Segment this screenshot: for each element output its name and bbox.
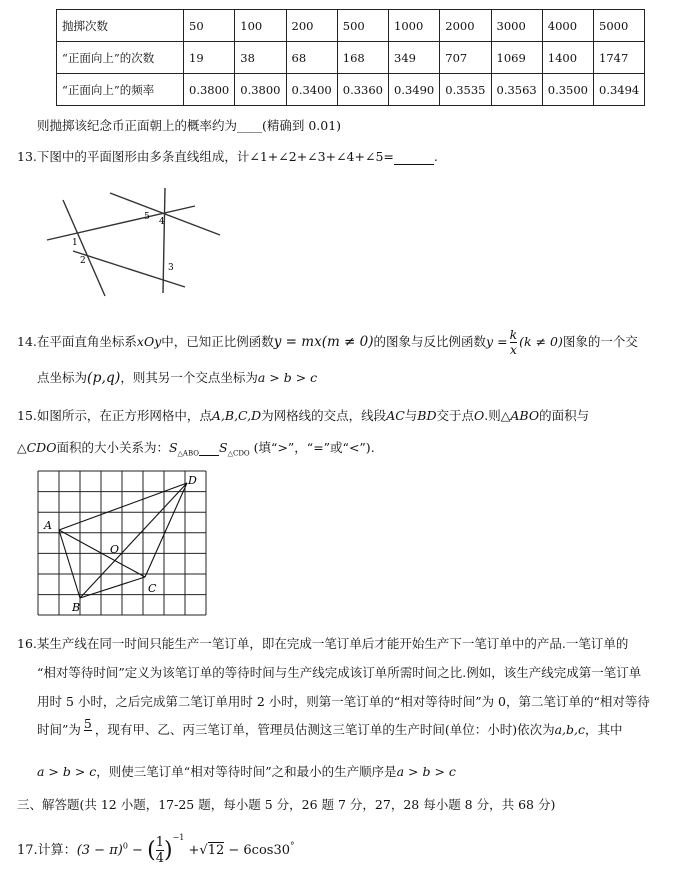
- table-row: [57, 42, 645, 74]
- point-label-B: B: [72, 601, 81, 614]
- value-cell: 200: [286, 10, 337, 42]
- point-label-C: C: [148, 582, 157, 595]
- answer-blank: [394, 149, 434, 165]
- value-cell: 0.3535: [440, 74, 491, 106]
- q16-line-3: 用时 5 小时，之后完成第二笔订单用时 2 小时，则第一笔订单的“相对等待时间”为 0，第二笔订单的“相对等待: [37, 694, 650, 709]
- value-cell: 0.3500: [542, 74, 593, 106]
- value-cell: 2000: [440, 10, 491, 42]
- table-row: [57, 74, 645, 106]
- angle-label-2: 2: [80, 256, 86, 266]
- q16-line-5: a > b > c，则使三笔订单“相对等待时间”之和最小的生产顺序是a > b > c: [37, 764, 456, 779]
- value-cell: 1747: [594, 42, 645, 74]
- frequency-table: [56, 9, 645, 106]
- q14-line-1: 14.在平面直角坐标系xOy中，已知正比例函数y = mx(m ≠ 0)的图象与反比例函数y = $\frac{k}{x}$ (k ≠ 0)图象的一个交: [17, 327, 638, 357]
- row-header-cell: “正面向上”的次数: [57, 42, 184, 74]
- point-label-D: D: [188, 474, 197, 487]
- value-cell: 4000: [542, 10, 593, 42]
- angle-label-1: 1: [72, 238, 78, 248]
- angle-label-3: 3: [168, 263, 174, 273]
- angle-label-5: 5: [144, 212, 150, 222]
- value-cell: 1069: [491, 42, 542, 74]
- value-cell: 0.3494: [594, 74, 645, 106]
- q15-grid-figure: [38, 471, 210, 616]
- value-cell: 1400: [542, 42, 593, 74]
- q16-line-4: 时间”为 5 ，现有甲、乙、丙三笔订单，管理员估测这三笔订单的生产时间(单位：小时)依次为a,b,c，其中: [37, 716, 623, 737]
- value-cell: 1000: [389, 10, 440, 42]
- value-cell: 5000: [594, 10, 645, 42]
- point-label-A: A: [44, 519, 52, 532]
- q13-text: 13.下图中的平面图形由多条直线组成，计∠1+∠2+∠3+∠4+∠5= .: [17, 149, 438, 164]
- value-cell: 707: [440, 42, 491, 74]
- point-label-O: O: [110, 543, 120, 556]
- value-cell: 38: [235, 42, 286, 74]
- q17-expression: 17.计算：$(3 - \pi)^0$ − ( $\frac{1}{4}$ )$^{-1}$ +√12 − 6cos30°: [17, 833, 295, 866]
- value-cell: 500: [337, 10, 388, 42]
- value-cell: 50: [184, 10, 235, 42]
- q13-figure: [45, 183, 225, 298]
- row-header-cell: “正面向上”的频率: [57, 74, 184, 106]
- row-header-cell: 抛掷次数: [57, 10, 184, 42]
- angle-label-4: 4: [159, 217, 165, 227]
- section-3-heading: 三、解答题(共 12 小题，17-25 题，每小题 5 分，26 题 7 分，27，28 每小题 8 分，共 68 分): [17, 797, 556, 812]
- value-cell: 0.3800: [235, 74, 286, 106]
- q16-line-1: 16.某生产线在同一时间只能生产一笔订单，即在完成一笔订单后才能开始生产下一笔订单中的产品.一笔订单的: [17, 636, 629, 651]
- value-cell: 0.3360: [337, 74, 388, 106]
- value-cell: 3000: [491, 10, 542, 42]
- value-cell: 100: [235, 10, 286, 42]
- q12-answer-line: 则抛掷该纪念币正面朝上的概率约为____(精确到 0.01): [37, 118, 342, 133]
- value-cell: 68: [286, 42, 337, 74]
- value-cell: 349: [389, 42, 440, 74]
- q16-line-2: “相对等待时间”定义为该笔订单的等待时间与生产线完成该订单所需时间之比.例如，该生产线完成第一笔订单: [37, 665, 642, 680]
- answer-blank: [199, 440, 219, 456]
- table-row: [57, 10, 645, 42]
- value-cell: 0.3400: [286, 74, 337, 106]
- q15-line-2: △CDO面积的大小关系为：$S_{\triangle ABO}$ $S_{\triangle CDO}$ (填“>”，“=”或“<”).: [17, 440, 375, 458]
- q15-line-1: 15.如图所示，在正方形网格中，点A,B,C,D为网格线的交点，线段AC与BD交于点O.则△ABO的面积与: [17, 408, 590, 423]
- value-cell: 0.3563: [491, 74, 542, 106]
- value-cell: 0.3800: [184, 74, 235, 106]
- value-cell: 19: [184, 42, 235, 74]
- value-cell: 0.3490: [389, 74, 440, 106]
- q14-line-2: 点坐标为(p,q)，则其另一个交点坐标为a > b > c: [37, 370, 318, 386]
- value-cell: 168: [337, 42, 388, 74]
